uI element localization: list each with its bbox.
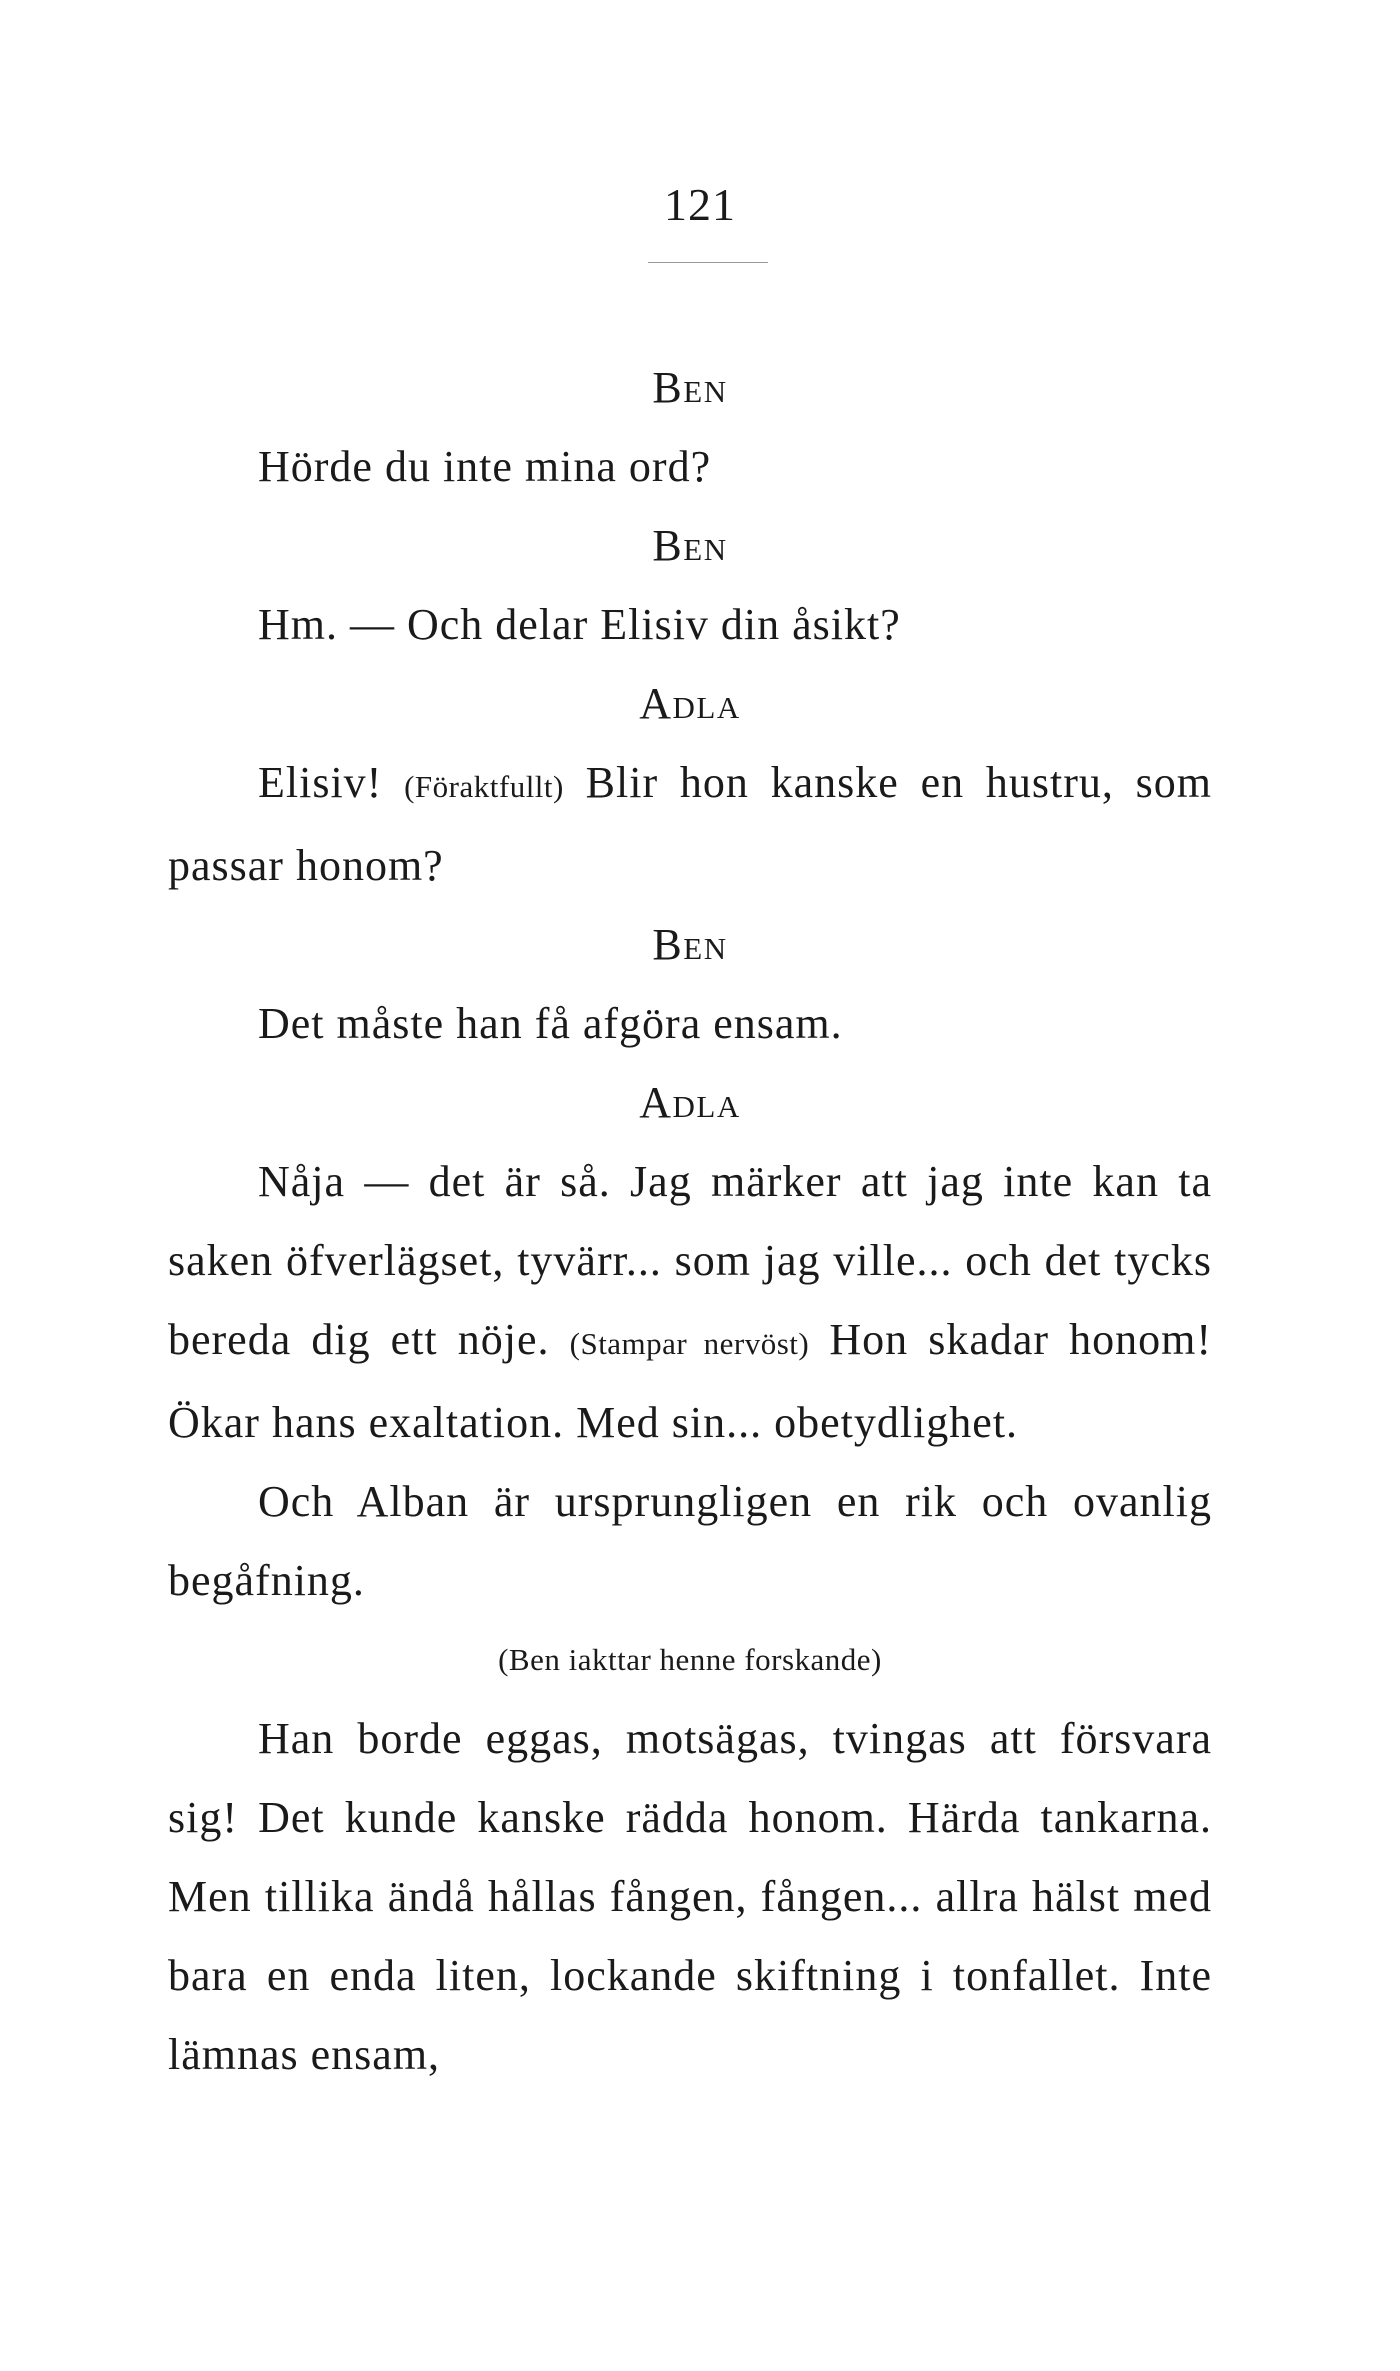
dialogue-line: Han borde eggas, motsägas, tvingas att försvara sig! Det kunde kanske rädda honom. Härda tankarna. Men tillika ändå hållas fången, fången... allra hälst med bara en enda liten, lockande skiftning i tonfallet. Inte lämnas ensam, (168, 1714, 1212, 2079)
dialogue-text: Hon skadar honom! Ökar hans exaltation. Med sin... obetydlighet. (168, 1315, 1213, 1447)
dialogue-line (168, 743, 1212, 905)
dialogue-line: Hörde du inte mina ord? (258, 442, 712, 491)
dialogue-line: Det måste han få afgöra ensam. (258, 999, 843, 1048)
dialogue-line: Hm. — Och delar Elisiv din åsikt? (258, 600, 901, 649)
dialogue-text: Blir hon kanske en hustru, som passar honom? (168, 758, 1213, 890)
speaker-name: Ben (652, 920, 728, 969)
dialogue-line (168, 1142, 1212, 1462)
play-text (168, 348, 1212, 2094)
header-rule (648, 262, 768, 263)
stage-direction: (Föraktfullt) (404, 769, 564, 804)
speaker-name: Ben (652, 521, 728, 570)
stage-direction: (Stampar nervöst) (569, 1326, 810, 1361)
dialogue-line: Och Alban är ursprungligen en rik och ovanlig begåfning. (168, 1477, 1212, 1605)
page-number: 121 (664, 179, 736, 230)
speaker-name: Ben (652, 363, 728, 412)
dialogue-text: Nåja — det är så. Jag märker att jag inte kan ta saken öfverlägset, tyvärr... som jag ville... och det tycks bereda dig ett nöje. (168, 1157, 1212, 1364)
stage-direction-centered: (Ben iakttar henne forskande) (498, 1642, 882, 1677)
dialogue-text: Elisiv! (258, 758, 383, 807)
speaker-name: Adla (639, 1078, 741, 1127)
speaker-name: Adla (639, 679, 741, 728)
